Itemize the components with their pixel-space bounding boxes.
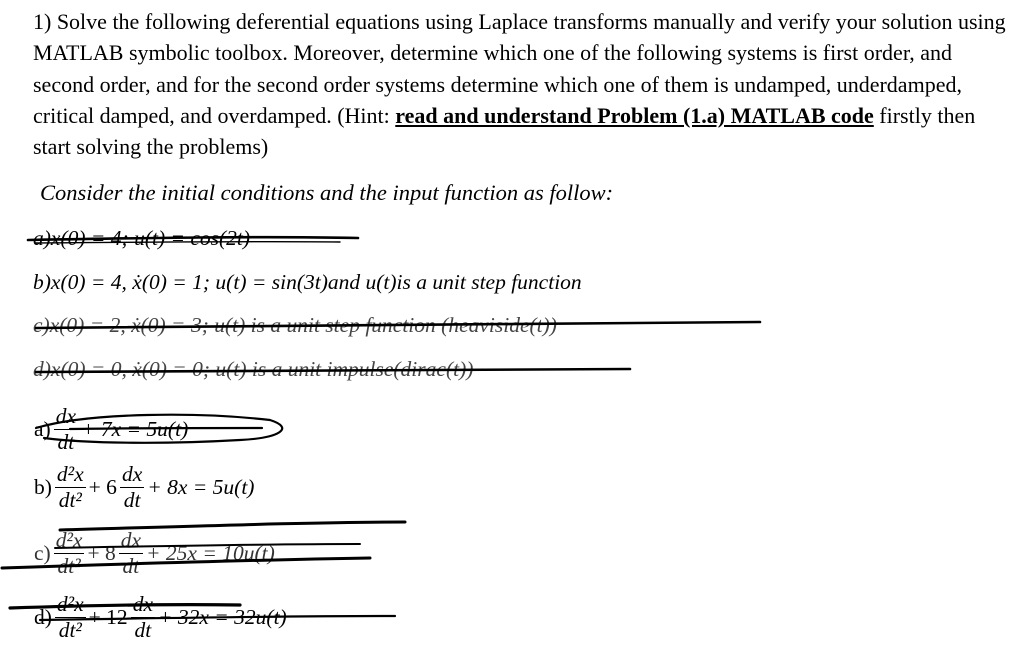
equation-a — [34, 404, 188, 454]
equation-a-label: a) — [34, 416, 51, 441]
equation-c-label: c) — [34, 540, 51, 565]
fraction-denominator: dt — [122, 553, 140, 578]
fraction-numerator: dx — [120, 528, 142, 552]
fraction-numerator: d²x — [56, 592, 84, 616]
equation-d-first-derivative — [131, 592, 155, 642]
equation-b-second-derivative — [55, 462, 86, 512]
equation-c-coefficient: + 8 — [87, 540, 116, 565]
hint-emphasis: read and understand Problem (1.a) MATLAB code — [395, 102, 874, 128]
fraction-denominator: dt — [123, 487, 141, 512]
equation-b — [34, 462, 254, 512]
equation-d-rest: + 32x = 32u(t) — [157, 604, 287, 629]
condition-c: c)x(0) = 2, ẋ(0) = 3; u(t) is a unit step function (heaviside(t)) — [33, 313, 557, 337]
equation-d-second-derivative — [55, 592, 86, 642]
condition-d: d)x(0) = 0, ẋ(0) = 0; u(t) is a unit impulse(dirac(t)) — [33, 357, 474, 381]
fraction-numerator: d²x — [55, 528, 83, 552]
fraction-denominator: dt² — [58, 487, 82, 512]
equation-d — [34, 592, 287, 642]
equation-b-coefficient: + 6 — [88, 474, 117, 499]
equation-b-first-derivative — [120, 462, 144, 512]
equation-c-first-derivative — [119, 528, 143, 578]
equation-c-rest: + 25x = 10u(t) — [146, 540, 275, 565]
equation-a-fraction — [54, 404, 78, 454]
fraction-numerator: dx — [132, 592, 153, 616]
equation-d-coefficient: + 12 — [88, 604, 128, 629]
equation-c-second-derivative — [54, 528, 85, 578]
fraction-denominator: dt² — [58, 617, 82, 642]
fraction-numerator: dx — [55, 404, 76, 428]
problem-tail: firstly then start solving the problems) — [33, 102, 976, 160]
problem-intro: 1) Solve the following deferential equations using Laplace transforms manually and verify your solution using MATLAB symbolic toolbox. Moreover, determine which one of the following systems is first order, and second order, and for the second order systems determine which one of them is undamped, underdamped, critical damped, and overdamped. (Hint: — [33, 9, 1006, 128]
fraction-numerator: d²x — [56, 462, 84, 486]
fraction-denominator: dt — [134, 617, 152, 642]
condition-b: b)x(0) = 4, ẋ(0) = 1; u(t) = sin(3t)and u(t)is a unit step function — [33, 270, 582, 294]
conditions-heading: Consider the initial conditions and the input function as follow: — [40, 180, 614, 205]
problem-statement — [33, 6, 1018, 162]
equation-c — [34, 528, 275, 578]
condition-a: a)x(0) = 4; u(t) = cos(2t) — [33, 226, 251, 250]
equation-b-rest: + 8x = 5u(t) — [147, 474, 255, 499]
fraction-denominator: dt — [57, 429, 75, 454]
fraction-numerator: dx — [121, 462, 143, 486]
fraction-denominator: dt² — [57, 553, 81, 578]
equation-b-label: b) — [34, 474, 52, 499]
equation-a-rest: + 7x = 5u(t) — [81, 416, 189, 441]
equation-d-label: d) — [34, 604, 52, 629]
